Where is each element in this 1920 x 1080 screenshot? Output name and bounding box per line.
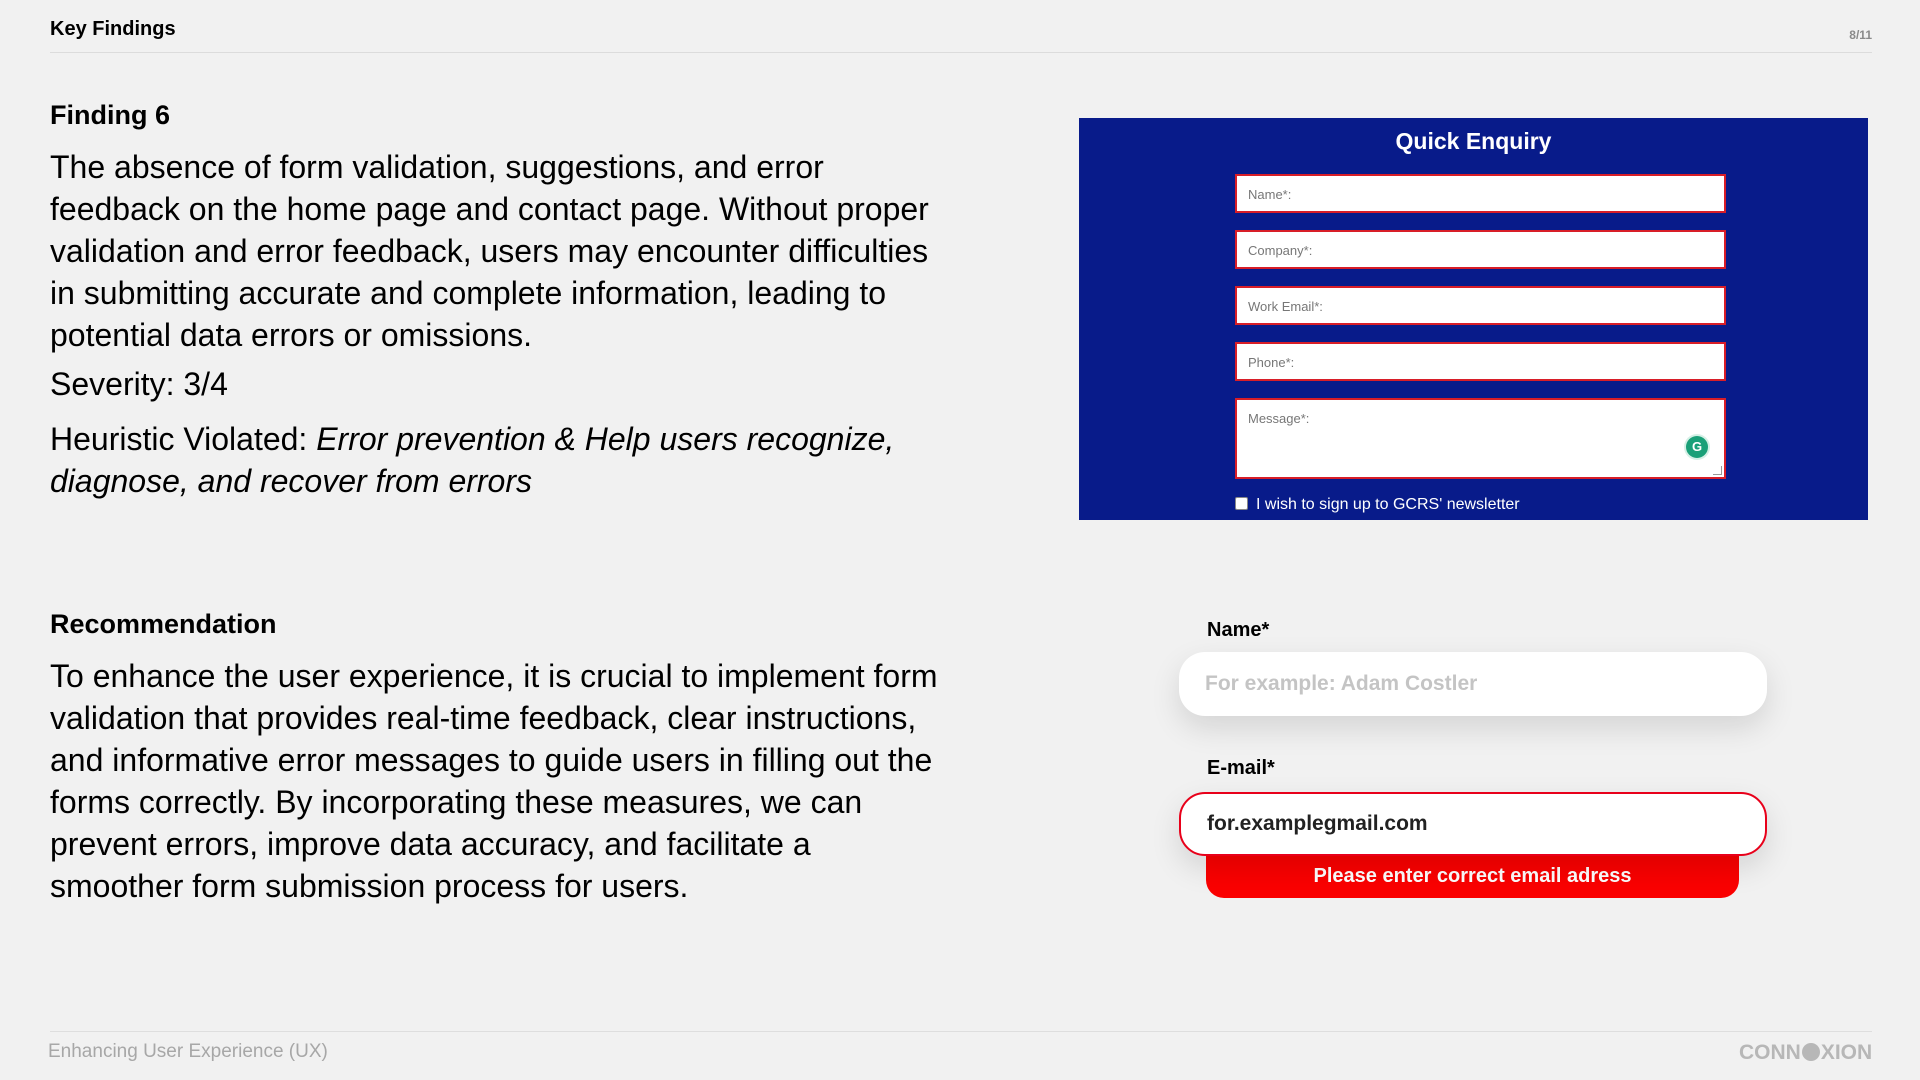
heuristic-label: Heuristic Violated: (50, 421, 317, 457)
recommendation-body: To enhance the user experience, it is crucial to implement form validation that provides real-time feedback, clear instructions, and informative error messages to guide users in filling out the forms correctly. By incorporating these measures, we can prevent errors, improve data accuracy, and facilitate a smoother form submission process for users. (50, 658, 938, 904)
quick-enquiry-screenshot (1079, 118, 1868, 520)
enquiry-work-email-field[interactable] (1235, 286, 1726, 325)
heuristic-violated (50, 418, 950, 502)
enquiry-company-placeholder: Company*: (1248, 243, 1313, 258)
grammarly-icon[interactable]: G (1686, 436, 1708, 458)
enquiry-work-email-placeholder: Work Email*: (1248, 299, 1323, 314)
enquiry-name-placeholder: Name*: (1248, 187, 1292, 202)
enquiry-message-field[interactable] (1235, 398, 1726, 479)
newsletter-label: I wish to sign up to GCRS' newsletter (1256, 496, 1520, 513)
header-title: Key Findings (50, 18, 176, 40)
connexion-logo (1739, 1041, 1872, 1065)
resize-handle-icon[interactable] (1713, 466, 1722, 475)
finding-heading: Finding 6 (50, 100, 170, 130)
enquiry-company-field[interactable] (1235, 230, 1726, 269)
enquiry-title: Quick Enquiry (1395, 128, 1552, 154)
footer-text: Enhancing User Experience (UX) (48, 1041, 328, 1062)
enquiry-phone-field[interactable] (1235, 342, 1726, 381)
email-error-message: Please enter correct email adress (1206, 852, 1739, 898)
enquiry-phone-placeholder: Phone*: (1248, 355, 1295, 370)
mockup-email-value: for.examplegmail.com (1207, 812, 1428, 835)
mockup-email-input[interactable] (1179, 792, 1767, 856)
mockup-name-label: Name* (1207, 619, 1270, 641)
brand-right: XION (1820, 1041, 1873, 1064)
finding-description: The absence of form validation, suggestions, and error feedback on the home page and contact page. Without proper validation and error feedback, users may encounter difficulties in submitting accurate and complete information, leading to potential data errors or omissions. (50, 149, 929, 353)
slide-header (50, 18, 1872, 53)
footer-divider (50, 1031, 1872, 1032)
enquiry-message-placeholder: Message*: (1248, 411, 1310, 426)
mockup-name-input[interactable] (1179, 652, 1767, 716)
mockup-name-placeholder: For example: Adam Costler (1205, 672, 1478, 695)
page-number: 8/11 (1849, 28, 1872, 42)
logo-e-icon (1802, 1043, 1820, 1061)
mockup-email-label: E-mail* (1207, 757, 1275, 779)
newsletter-checkbox[interactable] (1235, 497, 1248, 510)
recommendation-heading: Recommendation (50, 609, 277, 639)
brand-left: CONN (1739, 1041, 1801, 1064)
heuristic-value: Error prevention & Help users recognize, diagnose, and recover from errors (50, 421, 895, 499)
enquiry-name-field[interactable] (1235, 174, 1726, 213)
severity-text: Severity: 3/4 (50, 366, 228, 402)
